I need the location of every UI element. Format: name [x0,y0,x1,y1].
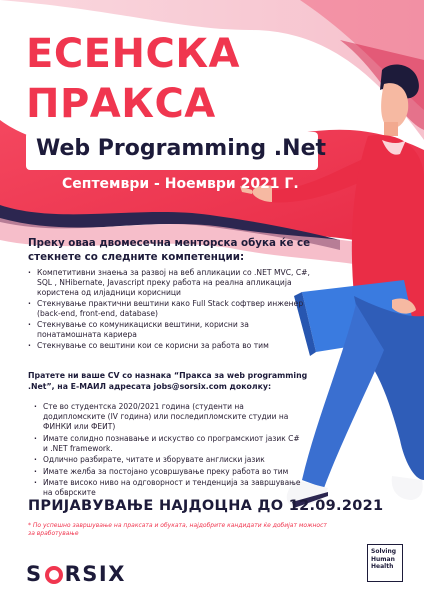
competencies-list [28,268,310,352]
dates: Септември - Ноември 2021 Г. [62,176,299,192]
logo-text-end: RSIX [64,562,126,586]
logo-ring-icon [45,566,63,584]
list-item: · Сте во студентска 2020/2021 година (студенти на додипломските (IV година) или последипломските студии на ФИНКИ или ФЕИТ) [34,402,304,432]
sorsix-logo [26,562,126,586]
badge-line: Human [371,555,395,563]
footnote: * По успешно завршување на праксата и обуката, најдобрите кандидати ќе добијат можност за вработување [28,522,327,537]
subtitle: Web Programming .Net [36,136,327,161]
requirements-list [34,402,304,500]
list-item: · Имате високо ниво на одговорност и тенденција за завршување на обврските [34,478,304,498]
list-item: · Стекнување со вештини кои се корисни за работа во тим [28,341,310,351]
badge-line: Health [371,563,394,570]
solving-human-health-badge [367,544,403,582]
list-item: · Имате желба за постојано усовршување преку работа во тим [34,467,304,477]
deadline: ПРИЈАВУВАЊЕ НАЈДОЦНА ДО 12.09.2021 [28,498,384,514]
list-item: · Одлично разбирате, читате и зборувате англиски јазик [34,455,304,465]
subtitle-banner [26,132,327,170]
list-item: · Имате солидно познавање и искуство со програмскиот јазик C# и .NET framework. [34,434,304,454]
badge-line: Solving [371,548,397,555]
list-item: · Стекнување практични вештини како Full Stack софтвер инженер (back-end, front-end, database) [28,299,310,319]
logo-text-start: S [26,562,43,586]
cv-instructions: Пратете ни ваше CV со назнака “Пракса за web programming .Net”, на Е-МАИЛ адресата jobs@sorsix.com доколку: [28,371,308,391]
intro-text: Преку оваа двомесечна менторска обука ќе се стекнете со следните компетенции: [28,237,311,263]
list-item: · Стекнување со комуникациски вештини, корисни за понатамошната кариера [28,320,310,340]
list-item: · Компетитивни знаења за развој на веб апликации со .NET MVC, C#, SQL , NHibernate, Javascript преку работа на реална апликација користена од илјадници корисници [28,268,310,298]
title-line-2: ПРАКСА [26,81,216,127]
title-line-1: ЕСЕНСКА [26,31,240,77]
